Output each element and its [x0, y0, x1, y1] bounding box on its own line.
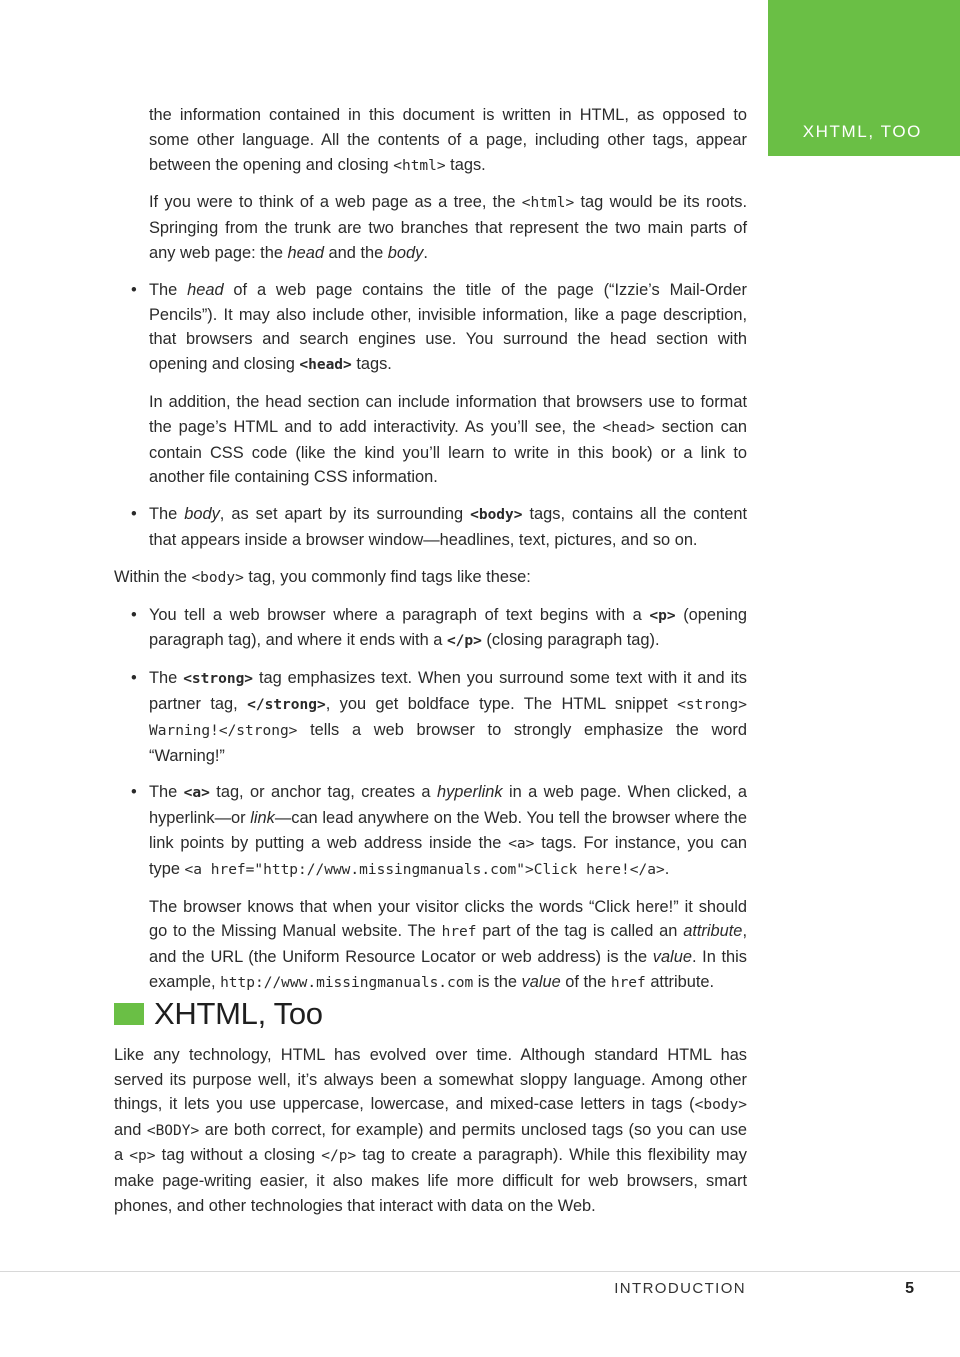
paragraph-html-intro: the information contained in this document is written in HTML, as opposed to some other language. All the contents of a page, including other tags, appear between the opening and closing <html> tags. [149, 106, 747, 174]
paragraph-click-here: The browser knows that when your visitor clicks the words “Click here!” it should go to the Missing Manual website. The href part of the tag is called an attribute, and the URL (the Uniform Resource Locator or web address) is the value. In this example, http://www.missingmanuals.com is the value of the href attribute. [149, 897, 747, 991]
list-item-anchor-tag: • The <a> tag, or anchor tag, creates a hyperlink in a web page. When clicked, a hyperlink—or link—can lead anywhere on the Web. You tell the browser where the link points by putting a web address inside the <a> tags. For instance, you can type <a href="http://www.missingmanuals.com">Click here!</a>. [114, 780, 747, 882]
body-content [114, 103, 747, 996]
paragraph-head-info: In addition, the head section can include information that browsers use to format the page’s HTML and to add interactivity. As you’ll see, the <head> section can contain CSS code (like the kind you’ll learn to write in this book) or a link to another file containing CSS information. [149, 392, 747, 487]
list-item-head: • The head of a web page contains the title of the page (“Izzie’s Mail-Order Pencils”). It may also include other, invisible information, like a page description, that browsers and search engines use. You surround the head section with opening and closing <head> tags. [114, 278, 747, 378]
list-item-p-tag: • You tell a web browser where a paragraph of text begins with a <p> (opening paragraph tag), and where it ends with a </p> (closing paragraph tag). [114, 603, 747, 655]
bullet-icon: • [131, 669, 137, 688]
bullet-icon: • [131, 783, 137, 802]
list-item-strong-tag: • The <strong> tag emphasizes text. When you surround some text with it and its partner tag, </strong>, you get boldface type. The HTML snippet <strong> Warning!</strong> tells a web browser to strongly emphasize the word “Warning!” [114, 666, 747, 768]
list-item-body: • The body, as set apart by its surrounding <body> tags, contains all the content that appears inside a browser window—headlines, text, pictures, and so on. [114, 502, 747, 553]
bullet-icon: • [131, 605, 137, 624]
bullet-icon: • [131, 280, 137, 299]
footer-divider [0, 1271, 960, 1272]
bullet-icon: • [131, 505, 137, 524]
paragraph-within-body: Within the <body> tag, you commonly find tags like these: [114, 567, 531, 586]
section-title: XHTML, Too [154, 996, 323, 1031]
paragraph-xhtml: Like any technology, HTML has evolved over time. Although standard HTML has served its purpose well, it’s always been a somewhat sloppy language. Among other things, it lets you use uppercase, lowercase, and mixed-case letters in tags (<body> and <BODY> are both correct, for example) and permits unclosed tags (so you can use a <p> tag without a closing </p> tag to create a paragraph). While this flexibility may make page-writing easier, it also makes life more difficult for web browsers, smart phones, and other technologies that interact with data on the Web. [114, 1046, 748, 1215]
page-number: 5 [905, 1280, 914, 1297]
heading-square-icon [114, 1003, 144, 1025]
section-heading [114, 996, 323, 1032]
paragraph-tree: If you were to think of a web page as a tree, the <html> tag would be its roots. Springing from the trunk are two branches that represent the two main parts of any web page: the head and the body. [149, 193, 747, 262]
footer-section-label: INTRODUCTION [614, 1280, 746, 1297]
section-tab-label: XHTML, TOO [802, 122, 922, 141]
section-tab [768, 0, 960, 156]
